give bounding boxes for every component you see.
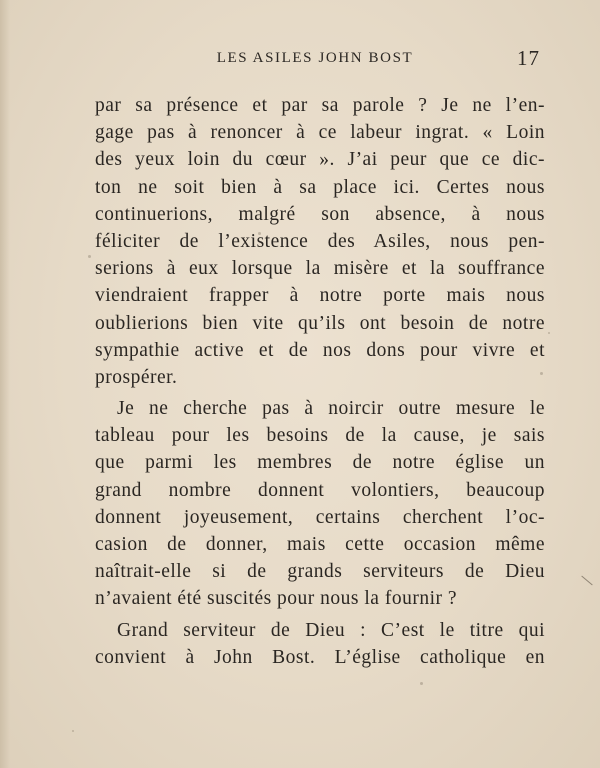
text-line: Grand serviteur de Dieu : C’est le titre qui [117, 619, 545, 641]
text-line: gage pas à renoncer à ce labeur ingrat. « Loin [95, 122, 545, 144]
text-line: convient à John Bost. L’église catholique en [95, 646, 545, 668]
body-text [95, 92, 545, 671]
text-line: que parmi les membres de notre église un [95, 452, 545, 474]
text-line: Je ne cherche pas à noircir outre mesure le [117, 398, 545, 420]
text-line: oublierions bien vite qu’ils ont besoin de notre [95, 312, 545, 334]
text-line: casion de donner, mais cette occasion même [95, 534, 545, 555]
text-line: grand nombre donnent volontiers, beaucoup [95, 479, 545, 501]
paper-speck [540, 372, 543, 375]
text-line: des yeux loin du cœur ». J’ai peur que ce dic- [95, 149, 545, 171]
running-title: LES ASILES JOHN BOST [216, 50, 414, 66]
text-line: par sa présence et par sa parole ? Je ne l’en- [95, 95, 545, 116]
paper-speck [258, 232, 261, 235]
text-line: serions à eux lorsque la misère et la souffrance [95, 258, 545, 280]
paper-speck [88, 255, 91, 258]
paper-mark [581, 576, 592, 586]
text-line: donnent joyeusement, certains cherchent l’oc- [95, 506, 545, 528]
text-line: féliciter de l’existence des Asiles, nous pen- [95, 230, 545, 252]
text-line: prospérer. [95, 366, 178, 388]
text-line: ton ne soit bien à sa place ici. Certes nous [95, 176, 545, 198]
text-line: n’avaient été suscités pour nous la fournir ? [95, 588, 458, 610]
text-line: tableau pour les besoins de la cause, je sais [95, 425, 545, 447]
paper-speck [548, 332, 550, 334]
text-line: naîtrait-elle si de grands serviteurs de Dieu [95, 561, 545, 583]
page-number: 17 [517, 46, 540, 70]
page-header [0, 46, 600, 70]
page-edge-shadow [0, 0, 10, 768]
text-line: sympathie active et de nos dons pour vivre et [95, 339, 545, 361]
paper-speck [420, 682, 423, 685]
paper-speck [72, 730, 74, 732]
text-line: viendraient frapper à notre porte mais nous [95, 285, 545, 307]
text-line: continuerions, malgré son absence, à nous [95, 203, 545, 225]
